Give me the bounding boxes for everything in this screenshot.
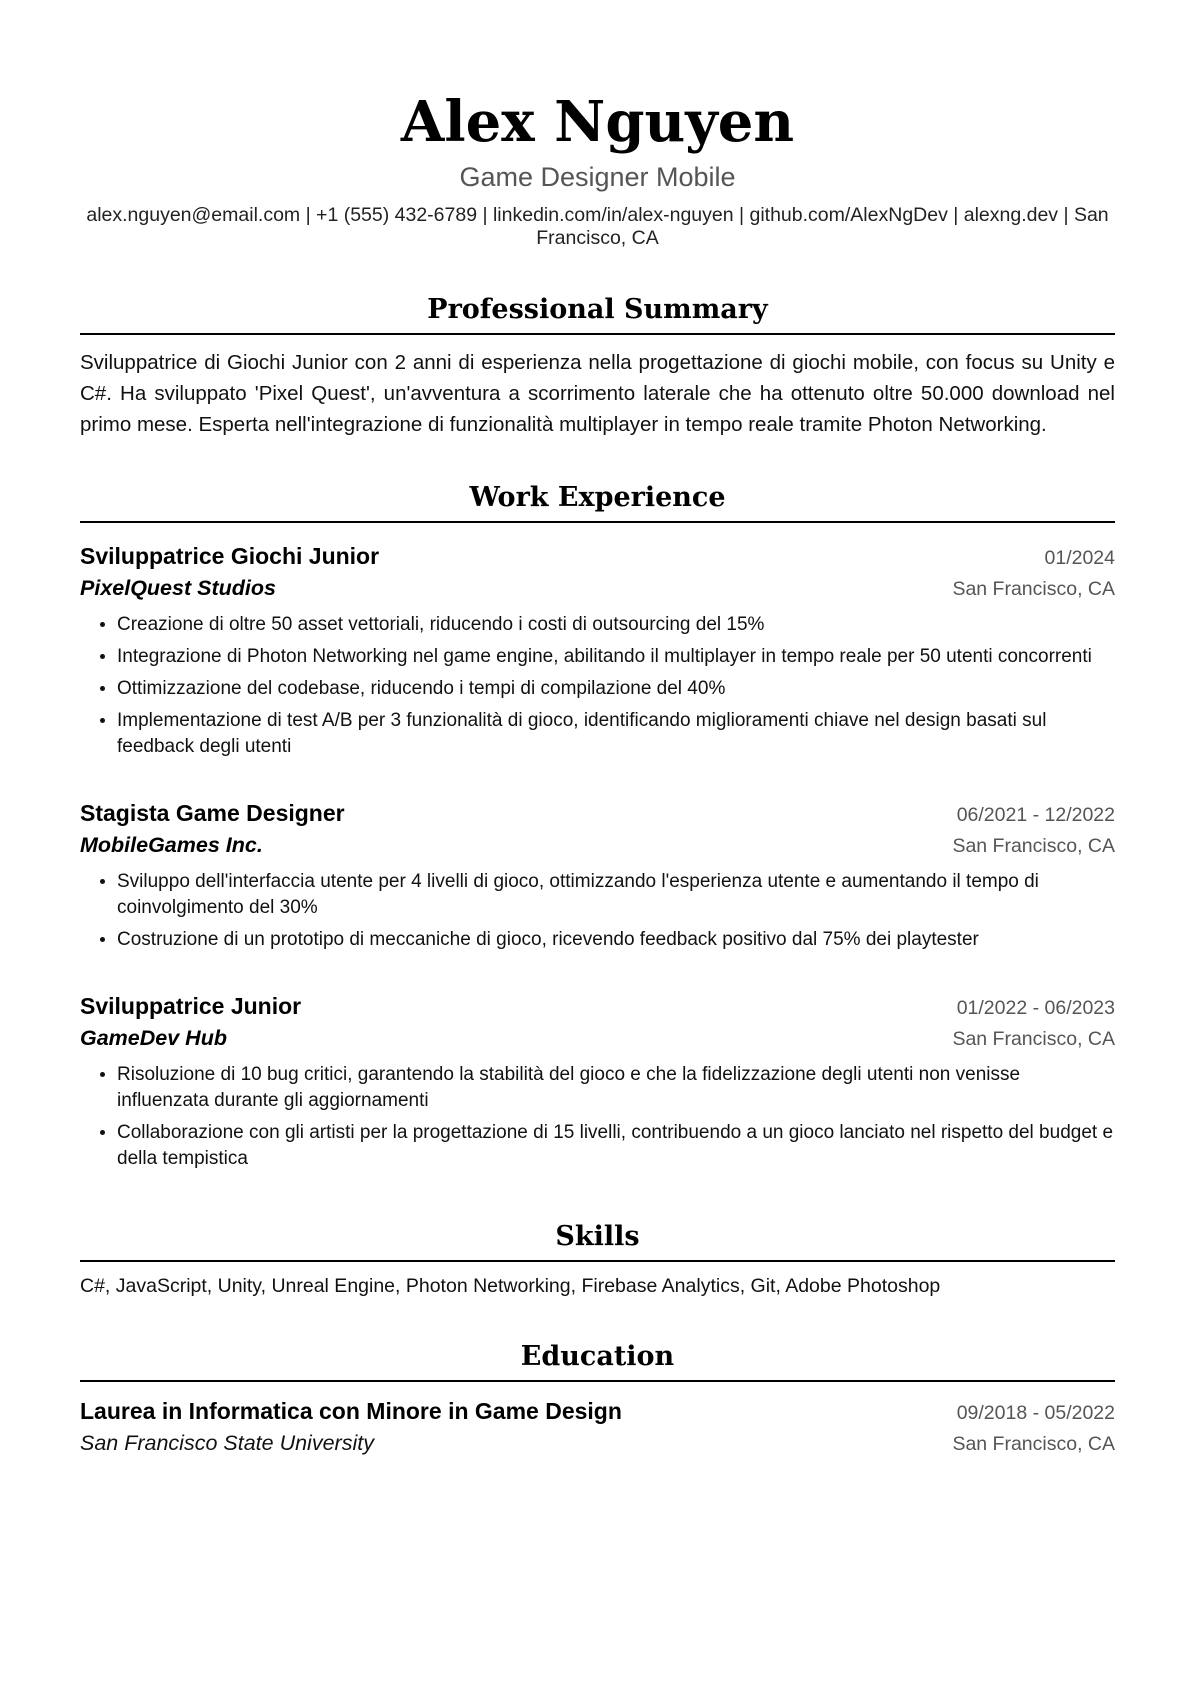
job-location: San Francisco, CA [952, 835, 1115, 857]
job-dates: 01/2024 [1044, 547, 1115, 569]
job-role: Stagista Game Designer [80, 800, 345, 826]
section-title-skills: Skills [80, 1220, 1115, 1262]
job-entry [80, 991, 1115, 1172]
summary-text: Sviluppatrice di Giochi Junior con 2 anni di esperienza nella progettazione di giochi mobile, con focus su Unity e C#. Ha sviluppato 'Pixel Quest', un'avventura a scorrimento laterale che ha ottenuto oltre 50.000 download nel primo mese. Esperta nell'integrazione di funzionalità multiplayer in tempo reale tramite Photon Networking. [80, 351, 1115, 436]
job-bullet: • Costruzione di un prototipo di meccaniche di gioco, ricevendo feedback positivo dal 75% dei playtester [117, 927, 1115, 953]
job-bullet: • Creazione di oltre 50 asset vettoriali, riducendo i costi di outsourcing del 15% [117, 612, 1115, 638]
job-bullet: • Collaborazione con gli artisti per la progettazione di 15 livelli, contribuendo a un gioco lanciato nel rispetto del budget e della tempistica [117, 1120, 1115, 1172]
job-bullet: • Integrazione di Photon Networking nel game engine, abilitando il multiplayer in tempo reale per 50 utenti concorrenti [117, 644, 1115, 670]
section-title-work-experience: Work Experience [80, 481, 1115, 523]
job-bullet: • Ottimizzazione del codebase, riducendo i tempi di compilazione del 40% [117, 676, 1115, 702]
job-location: San Francisco, CA [952, 1028, 1115, 1050]
education-degree: Laurea in Informatica con Minore in Game Design [80, 1398, 622, 1424]
education-location: San Francisco, CA [952, 1433, 1115, 1455]
job-dates: 01/2022 - 06/2023 [956, 997, 1115, 1019]
education-dates: 09/2018 - 05/2022 [956, 1402, 1115, 1424]
job-company: MobileGames Inc. [80, 833, 263, 857]
job-bullet-list [80, 1062, 1115, 1172]
job-location: San Francisco, CA [952, 578, 1115, 600]
job-bullet-list [80, 612, 1115, 760]
contact-line: alex.nguyen@email.com | +1 (555) 432-6789 | linkedin.com/in/alex-nguyen | github.com/AlexNgDev | alexng.dev | San Francisco, CA [86, 204, 1109, 249]
job-bullet: • Risoluzione di 10 bug critici, garantendo la stabilità del gioco e che la fidelizzazione degli utenti non venisse influenzata durante gli aggiornamenti [117, 1062, 1115, 1114]
job-company: PixelQuest Studios [80, 576, 276, 600]
section-title-education: Education [80, 1340, 1115, 1382]
job-entry [80, 798, 1115, 953]
candidate-name: Alex Nguyen [400, 89, 795, 155]
section-title-summary: Professional Summary [80, 293, 1115, 335]
job-company: GameDev Hub [80, 1026, 227, 1050]
education-entry [80, 1396, 1115, 1459]
education-school: San Francisco State University [80, 1431, 374, 1455]
job-entry [80, 541, 1115, 760]
job-dates: 06/2021 - 12/2022 [956, 804, 1115, 826]
candidate-headline: Game Designer Mobile [459, 162, 736, 192]
job-bullet: • Implementazione di test A/B per 3 funzionalità di gioco, identificando miglioramenti chiave nel design basati sul feedback degli utenti [117, 708, 1115, 760]
job-bullet-list [80, 869, 1115, 953]
skills-list: C#, JavaScript, Unity, Unreal Engine, Photon Networking, Firebase Analytics, Git, Adobe Photoshop [80, 1275, 941, 1297]
job-role: Sviluppatrice Giochi Junior [80, 543, 380, 569]
resume-page [80, 0, 1115, 1459]
job-role: Sviluppatrice Junior [80, 993, 302, 1019]
job-bullet: • Sviluppo dell'interfaccia utente per 4 livelli di gioco, ottimizzando l'esperienza utente e aumentando il tempo di coinvolgimento del 30% [117, 869, 1115, 921]
